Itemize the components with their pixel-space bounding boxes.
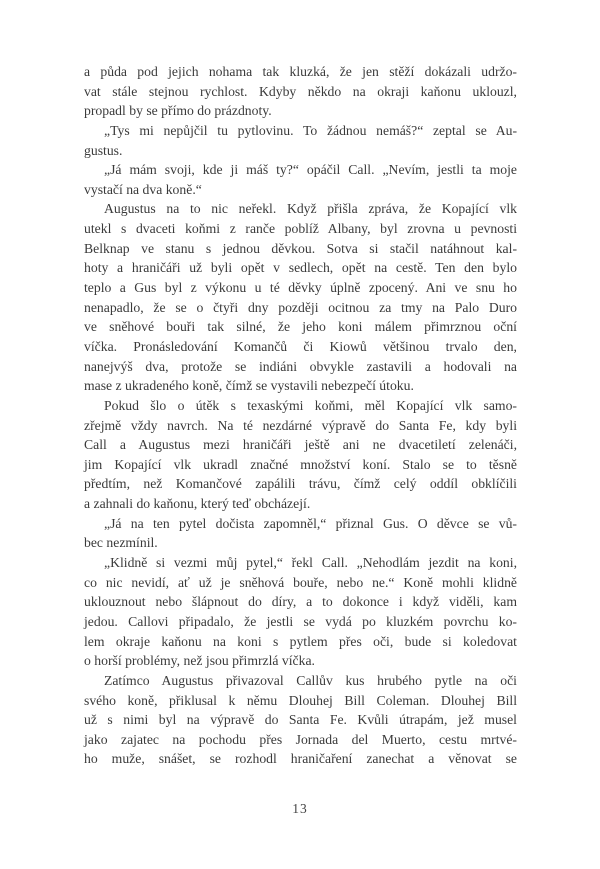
text-line: a půda pod jejich nohama tak kluzká, že jen stěží dokázali udržo- xyxy=(84,64,517,79)
text-line: propadl by se přímo do prázdnoty. xyxy=(84,103,272,119)
text-line: utekl s dvaceti koňmi z ranče poblíž Albany, byl zrovna u pevnosti xyxy=(84,221,517,237)
text-line: „Klidně si vezmi můj pytel,“ řekl Call. „Nehodlám jezdit na koni, xyxy=(104,555,517,571)
text-line: ho muže, snášet, se rozhodl hraničaření zanechat a věnovat se xyxy=(84,751,517,767)
text-line: hoty a hraničáři už byli opět v sedlech, opět na cestě. Ten den bylo xyxy=(84,260,517,276)
text-line: „Já mám svoji, kde ji máš ty?“ opáčil Call. „Nevím, jestli ta moje xyxy=(104,162,517,178)
text-line: „Tys mi nepůjčil tu pytlovinu. To žádnou nemáš?“ zeptal se Au- xyxy=(104,122,517,138)
text-line: Pokud šlo o útěk s texaskými koňmi, měl Kopající vlk samo- xyxy=(104,397,517,413)
text-line: předtím, než Komančové zapálili trávu, čímž celý oddíl obklíčili xyxy=(84,476,517,492)
text-line: Zatímco Augustus přivazoval Callův kus hrubého pytle na oči xyxy=(104,672,517,688)
text-line: a zahnali do kaňonu, který teď obcházejí. xyxy=(84,496,311,512)
text-line: nanejvýš dva, protože se indiáni obvykle zastavili a hodovali na xyxy=(84,358,517,374)
text-line: gustus. xyxy=(84,142,123,158)
text-line: Call a Augustus mezi hraničáři ještě ani ne dvacetiletí zelenáči, xyxy=(84,437,517,453)
text-line: už s nimi byl na výpravě do Santa Fe. Kvůli útrapám, jež musel xyxy=(84,712,517,728)
text-line: jedou. Callovi připadalo, že jestli se vydá po kluzkém povrchu ko- xyxy=(84,613,517,629)
text-line: zřejmě vždy navrch. Na té nezdárné výpravě do Santa Fe, kdy byli xyxy=(84,417,518,433)
text-line: jim Kopající vlk ukradl značné množství koní. Stalo se to těsně xyxy=(84,456,517,472)
text-line: mase z ukradeného koně, čímž se vystavili nebezpečí útoku. xyxy=(84,378,414,394)
body-text xyxy=(84,62,517,769)
text-line: „Já na ten pytel dočista zapomněl,“ přiznal Gus. O děvce se vů- xyxy=(104,515,517,531)
text-line: co nic nevidí, ať už je sněhová bouře, nebo ne.“ Koně mohli klidně xyxy=(84,574,517,590)
text-line: Belknap ve stanu s jednou děvkou. Sotva si stačil natáhnout kal- xyxy=(84,240,517,256)
text-line: teplo a Gus byl z výkonu u té děvky úplně zpocený. Ani ve snu ho xyxy=(84,280,517,296)
text-line: uklouznout nebo šlápnout do díry, a to dokonce i když viděli, kam xyxy=(84,594,517,610)
text-line: svého koně, přiklusal k němu Dlouhej Bill Coleman. Dlouhej Bill xyxy=(84,692,517,708)
text-line: jako zajatec na pochodu přes Jornada del Muerto, cestu mrtvé- xyxy=(84,731,517,747)
text-line: o horší problémy, než jsou přimrzlá víčka. xyxy=(84,653,315,669)
text-line: vystačí na dva koně.“ xyxy=(84,181,202,197)
text-line: vat stále stejnou rychlost. Kdyby někdo na okraji kaňonu uklouzl, xyxy=(84,83,517,99)
text-line: lem okraje kaňonu na koni s pytlem přes oči, bude si koledovat xyxy=(84,633,517,649)
text-line: bec nezmínil. xyxy=(84,535,158,551)
page-number: 13 xyxy=(292,801,308,816)
text-line: víčka. Pronásledování Komančů či Kiowů většinou trvalo den, xyxy=(84,338,517,354)
text-line: Augustus na to nic neřekl. Když přišla zpráva, že Kopající vlk xyxy=(104,201,517,217)
text-line: ve sněhové bouři tak silné, že jeho koni málem přimrznou oční xyxy=(84,319,517,335)
text-line: nenapadlo, že se o čtyři dny později ocitnou za tmy na Palo Duro xyxy=(84,299,517,315)
